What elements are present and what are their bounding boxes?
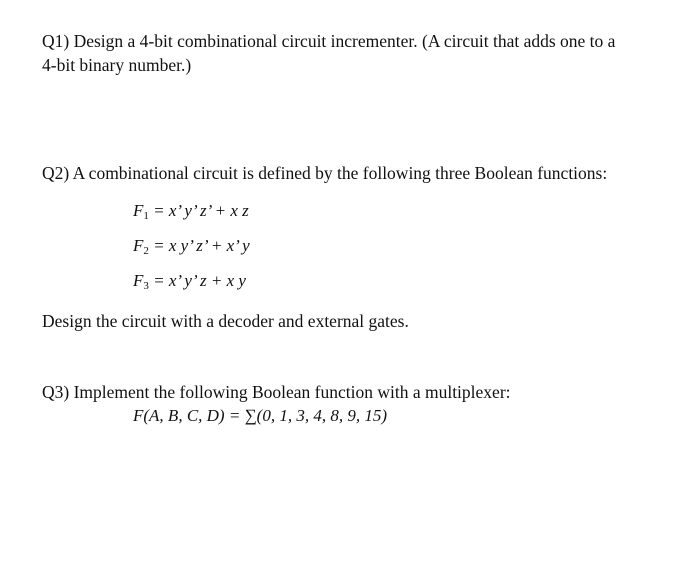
q3-function: F(A, B, C, D) = ∑(0, 1, 3, 4, 8, 9, 15) — [133, 406, 388, 425]
f3-expression: = x’ y’ z + x y — [148, 271, 246, 290]
q2-function-f3 — [133, 270, 246, 292]
q2-function-f1 — [133, 200, 249, 222]
q1-text-line1: Q1) Design a 4-bit combinational circuit incrementer. (A circuit that adds one to a — [42, 31, 616, 51]
q2-function-f2 — [133, 235, 250, 257]
f2-subscript: 2 — [143, 245, 149, 257]
q3-intro: Q3) Implement the following Boolean function with a multiplexer: — [42, 382, 511, 402]
f3-subscript: 3 — [143, 280, 149, 292]
q2-intro: Q2) A combinational circuit is defined by the following three Boolean functions: — [42, 163, 608, 183]
f1-subscript: 1 — [143, 210, 149, 222]
f3-name: F — [133, 271, 144, 290]
f1-name: F — [133, 201, 144, 220]
f2-name: F — [133, 236, 144, 255]
f1-expression: = x’ y’ z’ + x z — [148, 201, 249, 220]
q2-instruction: Design the circuit with a decoder and external gates. — [42, 311, 409, 331]
f2-expression: = x y’ z’ + x’ y — [148, 236, 250, 255]
q1-text-line2: 4-bit binary number.) — [42, 55, 192, 75]
